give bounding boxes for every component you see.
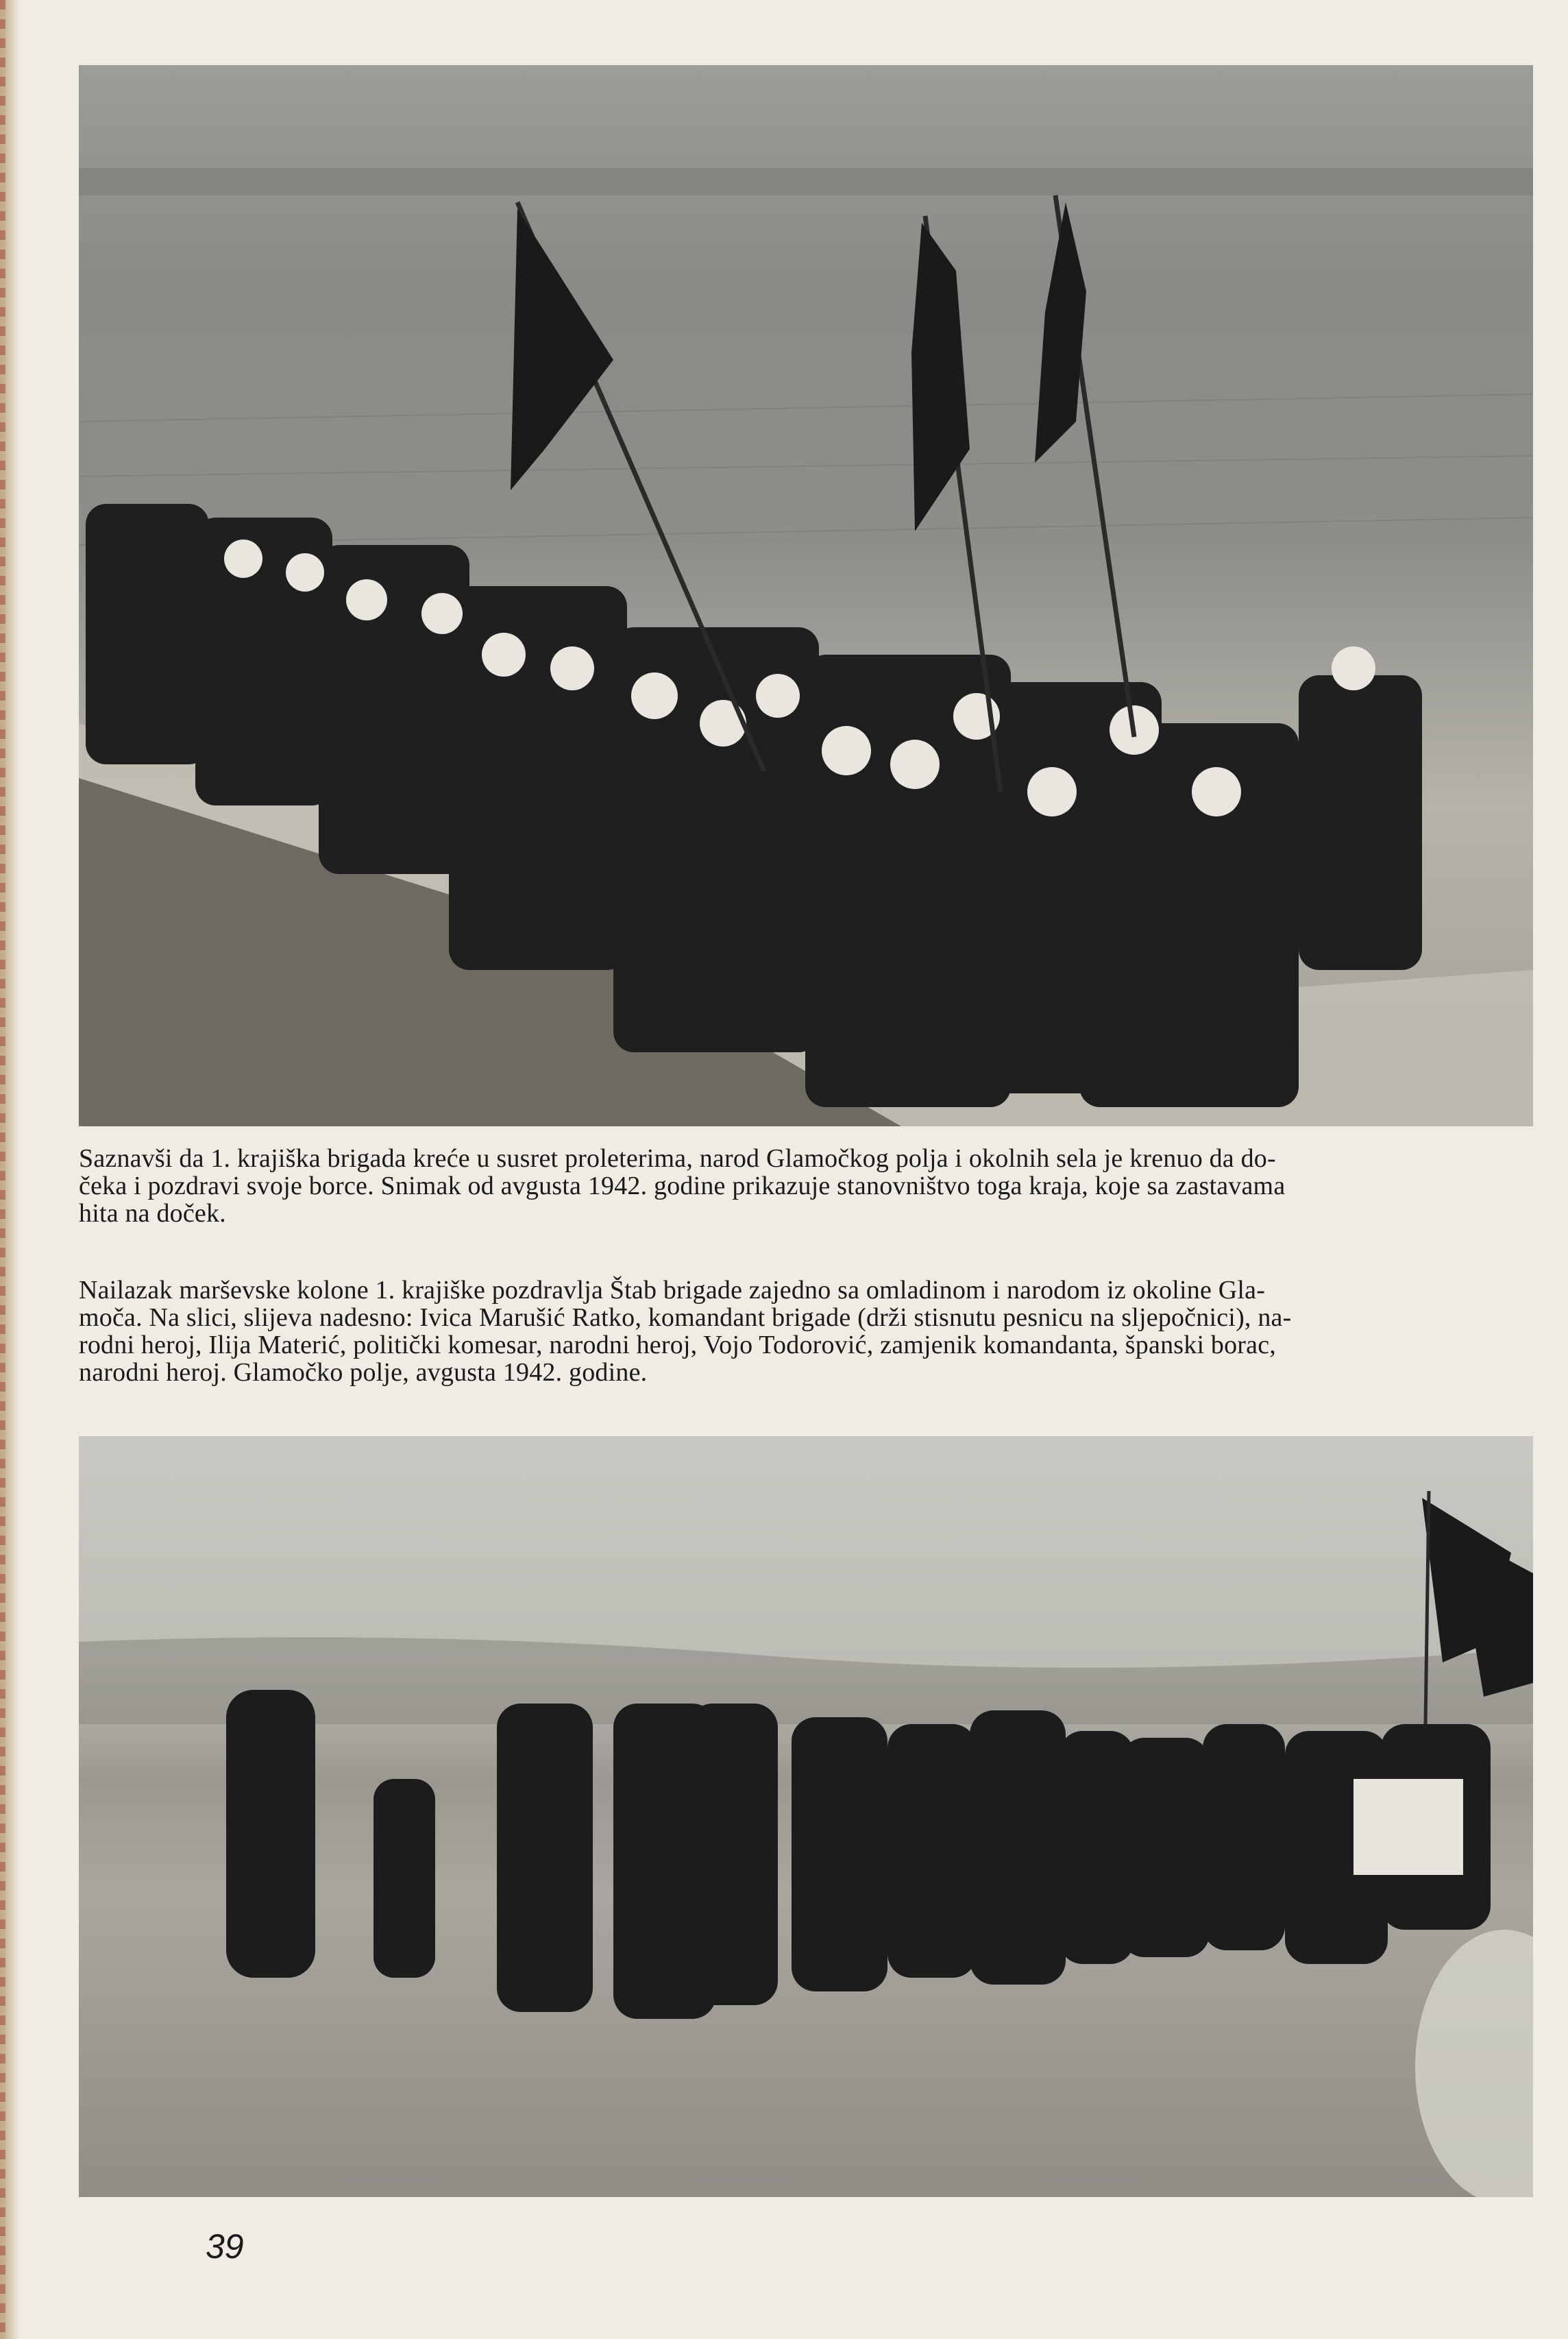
photo-brigade-staff <box>79 1436 1533 2197</box>
page-number: 39 <box>206 2227 244 2266</box>
photo-villagers-with-flags <box>79 65 1533 1126</box>
caption-line: moča. Na slici, slijeva nadesno: Ivica Marušić Ratko, komandant brigade (drži stisnutu pesnicu na sljepočnici), na- <box>79 1303 1292 1332</box>
caption-line: rodni heroj, Ilija Materić, politički komesar, narodni heroj, Vojo Todorović, zamjenik komandanta, španski borac, <box>79 1331 1276 1359</box>
binding-decoration <box>0 0 5 2339</box>
book-binding-edge <box>0 0 19 2339</box>
caption-line: hita na doček. <box>79 1199 226 1228</box>
caption-line: Nailazak marševske kolone 1. krajiške pozdravlja Štab brigade zajedno sa omladinom i narodom iz okoline Gla- <box>79 1276 1266 1305</box>
caption-line: narodni heroj. Glamočko polje, avgusta 1942. godine. <box>79 1358 648 1387</box>
caption-line: Saznavši da 1. krajiška brigada kreće u susret proleterima, narod Glamočkog polja i okolnih sela je krenuo da do- <box>79 1144 1276 1173</box>
caption-bottom-photo <box>79 1276 1535 1386</box>
caption-line: čeka i pozdravi svoje borce. Snimak od avgusta 1942. godine prikazuje stanovništvo toga kraja, koje sa zastavama <box>79 1172 1286 1200</box>
caption-top-photo <box>79 1145 1535 1227</box>
